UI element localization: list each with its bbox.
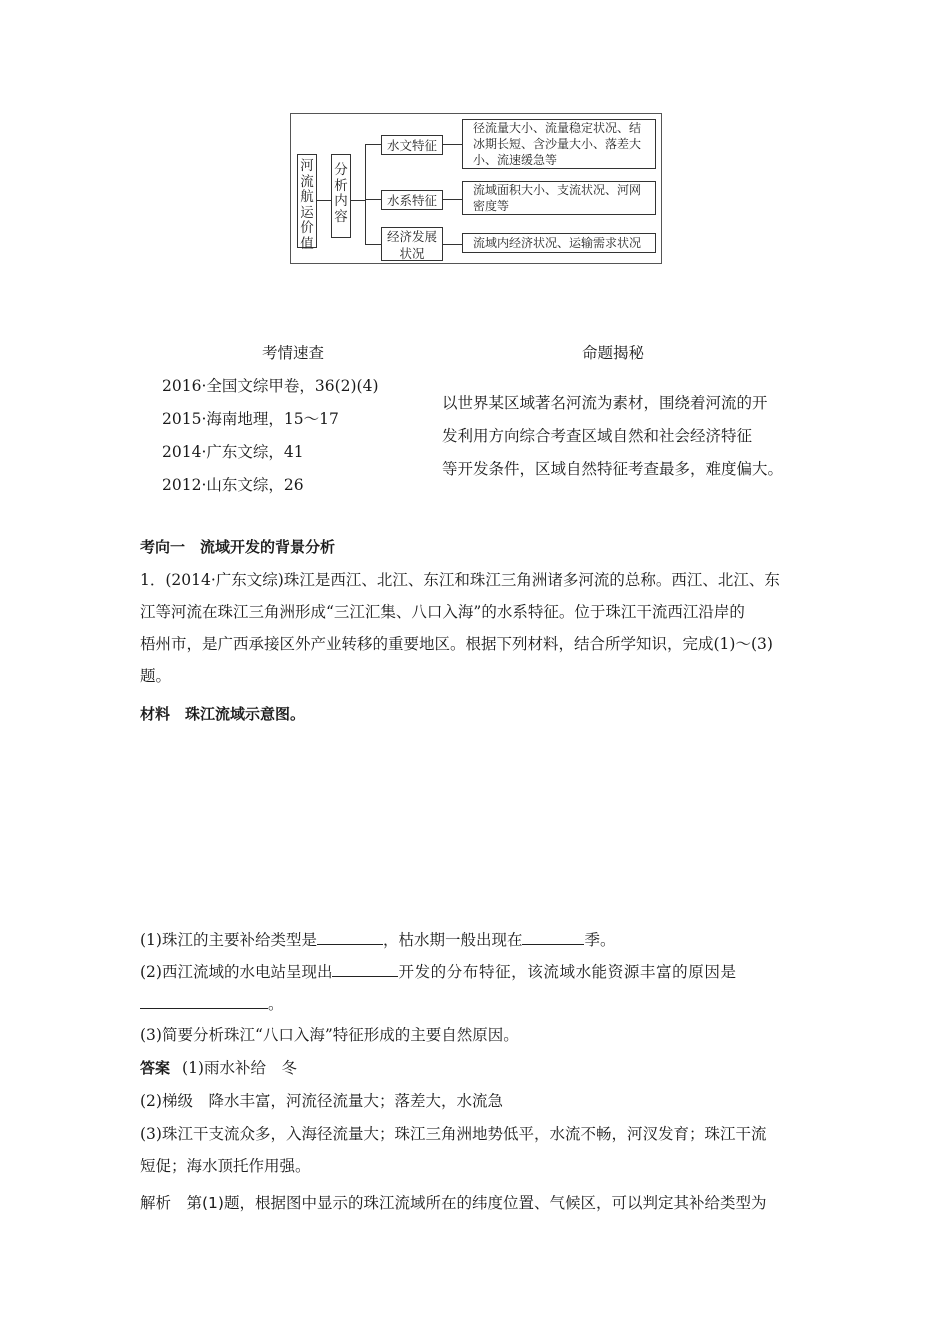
exam-right-title: 命题揭秘: [582, 344, 645, 362]
detail-line: 冰期长短、含沙量大小、落差大: [473, 136, 642, 151]
branch-label: 水文特征: [386, 138, 437, 153]
detail-economy: [462, 233, 656, 253]
reveal-line: 发利用方向综合考查区域自然和社会经济特征: [442, 427, 753, 445]
detail-line: 小、流速缓急等: [473, 152, 558, 167]
connector: [443, 244, 462, 245]
sub-question-2-cont: [140, 996, 284, 1013]
connector: [443, 144, 462, 145]
q1-text: (1)珠江的主要补给类型是: [140, 931, 317, 949]
branch-label: 经济发展: [386, 229, 437, 244]
exam-item: 2015·海南地理，15～17: [162, 410, 339, 428]
question-intro-line: 梧州市，是广西承接区外产业转移的重要地区。根据下列材料，结合所学知识，完成(1)～(3): [140, 635, 773, 653]
root-label: 河流航运价值: [300, 158, 314, 252]
detail-line: 径流量大小、流量稳定状况、结: [473, 121, 642, 135]
middle-box: [331, 154, 351, 238]
question-intro-line: 题。: [140, 667, 172, 685]
middle-label: 分析内容: [334, 162, 348, 225]
question-intro-line: 1．(2014·广东文综)珠江是西江、北江、东江和珠江三角洲诸多河流的总称。西江、北江、东: [140, 571, 780, 589]
river-shipping-value-diagram: [290, 113, 662, 264]
reveal-line: 以世界某区域著名河流为素材，围绕着河流的开: [442, 394, 768, 412]
detail-line: 流域内经济状况、运输需求状况: [473, 236, 642, 250]
detail-river-system: [462, 181, 656, 215]
root-box: [297, 154, 317, 252]
sub-question-1: [140, 932, 616, 949]
detail-hydrology: [462, 119, 656, 169]
question-intro-line: 江等河流在珠江三角洲形成“三江汇集、八口入海”的水系特征。位于珠江干流西江沿岸的: [140, 603, 745, 621]
answer-blank: [522, 932, 584, 945]
reveal-line: 等开发条件，区域自然特征考查最多，难度偏大。: [442, 460, 784, 478]
answer-label: 答案: [140, 1059, 171, 1077]
answer-blank: [140, 996, 268, 1009]
detail-line: 密度等: [473, 198, 510, 213]
exam-item: 2012·山东文综，26: [162, 476, 304, 494]
branch-river-system: [381, 190, 443, 210]
exam-item: 2014·广东文综，41: [162, 443, 304, 461]
branch-economy: [381, 227, 443, 261]
exam-item: 2016·全国文综甲卷，36(2)(4): [162, 377, 379, 395]
branch-label: 水系特征: [386, 193, 437, 208]
sub-question-2: [140, 964, 737, 981]
section-title: 考向一 流域开发的背景分析: [140, 538, 336, 556]
answer-blank: [317, 932, 383, 945]
q2-text: 。: [268, 995, 284, 1013]
connector: [351, 200, 365, 201]
material-label: 材料 珠江流域示意图。: [140, 705, 306, 723]
branch-hydrology: [381, 135, 443, 155]
connector: [365, 144, 366, 244]
connector: [317, 200, 331, 201]
q2-text: (2)西江流域的水电站呈现出: [140, 963, 333, 981]
analysis-text: 解析 第(1)题，根据图中显示的珠江流域所在的纬度位置、气候区，可以判定其补给类型为: [140, 1194, 767, 1212]
sub-question-3: (3)简要分析珠江“八口入海”特征形成的主要自然原因。: [140, 1026, 519, 1044]
connector: [443, 199, 462, 200]
answer-2: (2)梯级 降水丰富，河流径流量大；落差大，水流急: [140, 1092, 503, 1110]
q2-text: 开发的分布特征，该流域水能资源丰富的原因是: [398, 963, 737, 981]
connector: [365, 199, 381, 200]
answer-row-1: [140, 1061, 297, 1077]
detail-line: 流域面积大小、支流状况、河网: [473, 183, 642, 197]
branch-label: 状况: [399, 245, 425, 261]
q1-text: 季。: [584, 931, 616, 949]
connector: [365, 244, 381, 245]
answer-3-line: (3)珠江干支流众多，入海径流量大；珠江三角洲地势低平，水流不畅，河汊发育；珠江干流: [140, 1125, 767, 1143]
answer-1: (1)雨水补给 冬: [182, 1059, 297, 1077]
exam-left-title: 考情速查: [262, 344, 325, 362]
q1-text: ，枯水期一般出现在: [382, 931, 523, 949]
answer-blank: [332, 964, 398, 977]
answer-3-line: 短促；海水顶托作用强。: [140, 1157, 311, 1175]
connector: [365, 144, 381, 145]
